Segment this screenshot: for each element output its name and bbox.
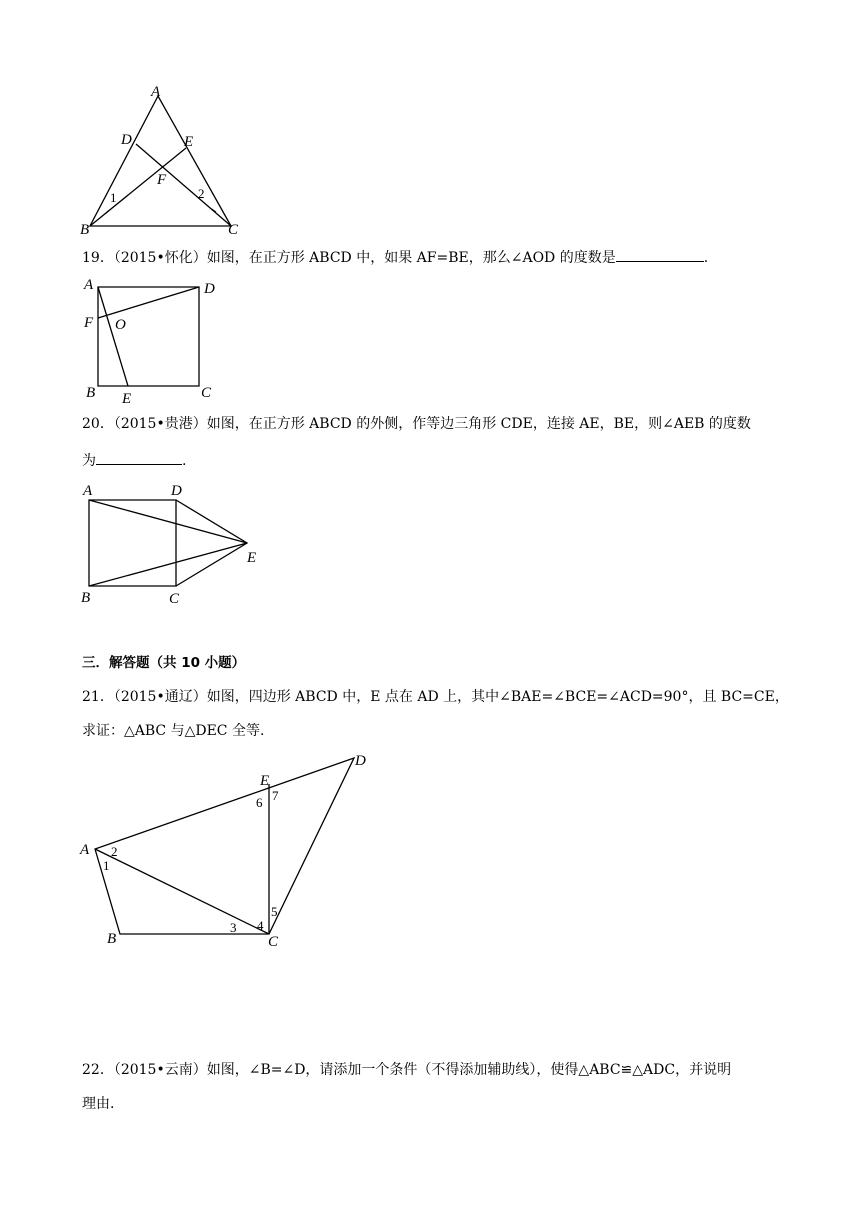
segment-be	[89, 543, 247, 586]
label-angle-5: 5	[271, 904, 278, 919]
segment-ae	[89, 500, 247, 543]
label-angle-3: 3	[230, 920, 237, 935]
label-c: C	[201, 385, 212, 401]
question-19-number: 19．	[82, 250, 114, 266]
question-22-continued	[82, 1094, 782, 1114]
label-d: D	[204, 281, 215, 297]
square-abcd	[89, 500, 176, 586]
label-e: E	[260, 773, 270, 789]
question-20-end: .	[182, 453, 187, 469]
square-triangle-figure-20	[75, 478, 275, 608]
label-d: D	[121, 132, 132, 148]
label-a: A	[84, 277, 94, 293]
triangle-figure-18	[70, 80, 270, 240]
question-19-text: 如图，在正方形 ABCD 中，如果 AF=BE，那么∠AOD 的度数是	[206, 250, 616, 266]
segment-cd	[136, 144, 231, 226]
question-21-number: 21．	[82, 689, 114, 705]
label-angle-7: 7	[272, 788, 279, 803]
label-angle-6: 6	[256, 795, 263, 810]
answer-blank-19[interactable]	[616, 247, 704, 262]
question-22-number: 22．	[82, 1062, 114, 1078]
question-19-source: （2015•怀化）	[113, 250, 207, 266]
question-20-number: 20．	[82, 416, 114, 432]
label-a: A	[151, 84, 161, 100]
question-20	[82, 414, 782, 434]
label-angle-1: 1	[110, 190, 117, 205]
label-d: D	[355, 753, 366, 769]
label-c: C	[169, 591, 180, 607]
label-f: F	[84, 315, 94, 331]
label-e: E	[122, 391, 132, 407]
segment-ae	[98, 287, 128, 386]
section-heading: 三．解答题（共 10 小题）	[82, 655, 246, 671]
question-20-continued	[82, 450, 782, 471]
triangle-cde	[176, 500, 247, 586]
triangle-abc	[90, 96, 231, 226]
label-b: B	[80, 222, 90, 238]
label-angle-2: 2	[111, 844, 118, 859]
question-19	[82, 247, 782, 268]
label-b: B	[86, 385, 96, 401]
question-22-line2: 理由.	[82, 1096, 115, 1112]
question-19-end: .	[703, 250, 709, 266]
question-20-line1: 如图，在正方形 ABCD 的外侧，作等边三角形 CDE，连接 AE，BE，则∠AEB 的度数	[206, 416, 751, 432]
question-20-source: （2015•贵港）	[113, 416, 207, 432]
segment-df	[98, 287, 199, 318]
quadrilateral-abcd	[95, 758, 354, 934]
label-e: E	[184, 134, 194, 150]
label-angle-2: 2	[198, 186, 205, 201]
question-22-line1: 如图，∠B=∠D，请添加一个条件（不得添加辅助线），使得△ABC≌△ADC，并说明	[206, 1062, 732, 1078]
label-c: C	[228, 222, 239, 238]
label-a: A	[80, 842, 90, 858]
question-22	[82, 1060, 782, 1080]
question-21	[82, 687, 789, 707]
segment-ac	[95, 849, 269, 934]
question-21-line2: 求证：△ABC 与△DEC 全等.	[82, 723, 265, 739]
question-21-line1: 如图，四边形 ABCD 中，E 点在 AD 上，其中∠BAE=∠BCE=∠ACD=90°，且 BC=CE，	[206, 689, 789, 705]
label-angle-1: 1	[103, 858, 110, 873]
question-20-line2: 为	[82, 453, 96, 469]
label-a: A	[83, 483, 93, 499]
question-22-source: （2015•云南）	[113, 1062, 207, 1078]
answer-blank-20[interactable]	[96, 450, 182, 465]
square-figure-19	[75, 274, 235, 407]
label-b: B	[81, 590, 91, 606]
label-o: O	[115, 317, 126, 333]
label-angle-4: 4	[257, 918, 264, 933]
label-e: E	[247, 550, 257, 566]
quadrilateral-figure-21	[75, 748, 375, 948]
label-b: B	[107, 931, 117, 947]
question-21-continued	[82, 721, 782, 741]
question-21-source: （2015•通辽）	[113, 689, 207, 705]
label-f: F	[157, 172, 167, 188]
label-d: D	[171, 483, 182, 499]
segment-be	[90, 148, 186, 226]
label-c: C	[268, 934, 279, 950]
